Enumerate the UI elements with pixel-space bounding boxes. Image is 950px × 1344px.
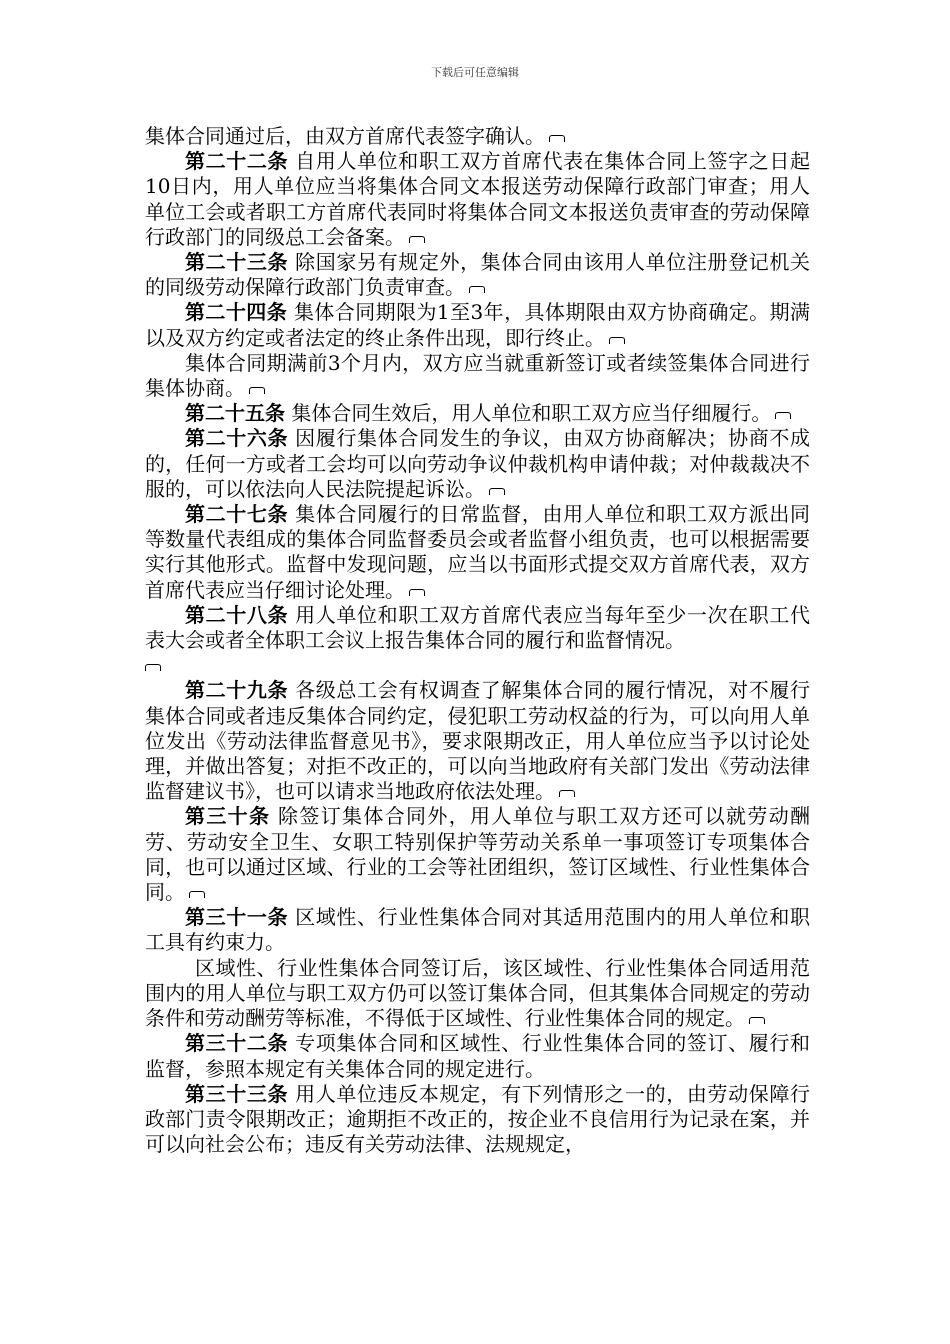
- article-number: 第二十二条: [185, 149, 289, 174]
- article-number: 第二十五条: [185, 401, 285, 426]
- paragraph-mark-icon: [145, 664, 161, 671]
- article-number: 第二十六条: [185, 426, 289, 451]
- paragraph-mark-icon: [559, 790, 575, 797]
- article-number: 第二十八条: [185, 602, 289, 627]
- paragraph-text: 集体合同期限为1至3年，具体期限由双方协商确定。期满以及双方约定或者法定的终止条件出现，即行终止。: [145, 300, 811, 350]
- paragraph-text: 专项集体合同和区域性、行业性集体合同的签订、履行和监督，参照本规定有关集体合同的规定进行。: [145, 1031, 811, 1081]
- paragraph-article-26: [145, 426, 810, 502]
- paragraph-mark-icon: [249, 387, 265, 394]
- article-number: 第三十一条: [185, 905, 289, 930]
- paragraph-text: 集体合同期满前3个月内，双方应当就重新签订或者续签集体合同进行集体协商。: [145, 350, 810, 401]
- paragraph-article-31-cont: [145, 956, 810, 1032]
- paragraph-mark-icon: [489, 488, 505, 495]
- paragraph-article-33: [145, 1082, 810, 1158]
- paragraph-text: 除签订集体合同外，用人单位与职工双方还可以就劳动酬劳、劳动安全卫生、女职工特别保护等劳动关系单一事项签订专项集体合同，也可以通过区域、行业的工会等社团组织，签订区域性、行业性集体合同。: [145, 804, 811, 905]
- paragraph-article-31: [145, 905, 810, 955]
- paragraph-mark-icon: [549, 135, 565, 142]
- paragraph-mark-icon: [749, 1017, 765, 1024]
- article-number: 第三十二条: [185, 1031, 289, 1056]
- paragraph-article-22: [145, 149, 810, 250]
- article-number: 第二十七条: [185, 502, 289, 527]
- article-number: 第三十条: [185, 804, 271, 829]
- document-body: [145, 124, 810, 1157]
- paragraph-mark-icon: [469, 286, 485, 293]
- paragraph-text: 用人单位和职工双方首席代表应当每年至少一次在职工代表大会或者全体职工会议上报告集体合同的履行和监督情况。: [145, 602, 811, 653]
- article-number: 第二十四条: [185, 300, 288, 325]
- paragraph-text: 各级总工会有权调查了解集体合同的履行情况，对不履行集体合同或者违反集体合同约定，侵犯职工劳动权益的行为，可以向用人单位发出《劳动法律监督意见书》，要求限期改正，用人单位应当予以讨论处理，并做出答复；对拒不改正的，可以向当地政府有关部门发出《劳动法律监督建议书》，也可以请求当地政府依法处理。: [145, 678, 811, 804]
- paragraph-mark-icon: [409, 589, 425, 596]
- paragraph-article-30: [145, 804, 810, 905]
- paragraph-article-25: [145, 401, 810, 426]
- article-number: 第三十三条: [185, 1081, 289, 1106]
- paragraph-article-32: [145, 1031, 810, 1081]
- article-number: 第二十九条: [185, 678, 289, 703]
- paragraph-article-23: [145, 250, 810, 300]
- paragraph-0: [145, 124, 810, 149]
- paragraph-mark-icon: [189, 891, 205, 898]
- paragraph-text: 因履行集体合同发生的争议，由双方协商解决；协商不成的，任何一方或者工会均可以向劳动争议仲裁机构申请仲裁；对仲裁裁决不服的，可以依法向人民法院提起诉讼。: [145, 426, 811, 501]
- paragraph-article-27: [145, 502, 810, 603]
- page-header: 下载后可任意编辑: [431, 66, 519, 79]
- article-number: 第二十三条: [185, 250, 289, 275]
- paragraph-text: 集体合同生效后，用人单位和职工双方应当仔细履行。: [291, 401, 772, 426]
- paragraph-article-24-cont: [145, 351, 810, 401]
- paragraph-text: 自用人单位和职工双方首席代表在集体合同上签字之日起10日内，用人单位应当将集体合同文本报送劳动保障行政部门审查；用人单位工会或者职工方首席代表同时将集体合同文本报送负责审查的劳动保障行政部门的同级总工会备案。: [145, 149, 811, 249]
- paragraph-text: 用人单位违反本规定，有下列情形之一的，由劳动保障行政部门责令限期改正；逾期拒不改正的，按企业不良信用行为记录在案，并可以向社会公布；违反有关劳动法律、法规规定，: [145, 1081, 811, 1157]
- paragraph-article-28: [145, 603, 810, 679]
- paragraph-article-29: [145, 678, 810, 804]
- paragraph-mark-icon: [775, 412, 791, 419]
- paragraph-text: 集体合同通过后，由双方首席代表签字确认。: [145, 124, 545, 148]
- paragraph-text: 集体合同履行的日常监督，由用人单位和职工双方派出同等数量代表组成的集体合同监督委员会或者监督小组负责，也可以根据需要实行其他形式。监督中发现问题，应当以书面形式提交双方首席代表，双方首席代表应当仔细讨论处理。: [145, 502, 811, 602]
- paragraph-text: 区域性、行业性集体合同对其适用范围内的用人单位和职工具有约束力。: [145, 905, 811, 955]
- paragraph-text: 除国家另有规定外，集体合同由该用人单位注册登记机关的同级劳动保障行政部门负责审查。: [145, 250, 811, 300]
- paragraph-mark-line: [145, 653, 810, 678]
- paragraph-text: 区域性、行业性集体合同签订后，该区域性、行业性集体合同适用范围内的用人单位与职工双方仍可以签订集体合同，但其集体合同规定的劳动条件和劳动酬劳等标准，不得低于区域性、行业性集体合同的规定。: [145, 955, 810, 1031]
- paragraph-mark-icon: [609, 337, 625, 344]
- paragraph-mark-icon: [409, 236, 425, 243]
- paragraph-article-24: [145, 300, 810, 350]
